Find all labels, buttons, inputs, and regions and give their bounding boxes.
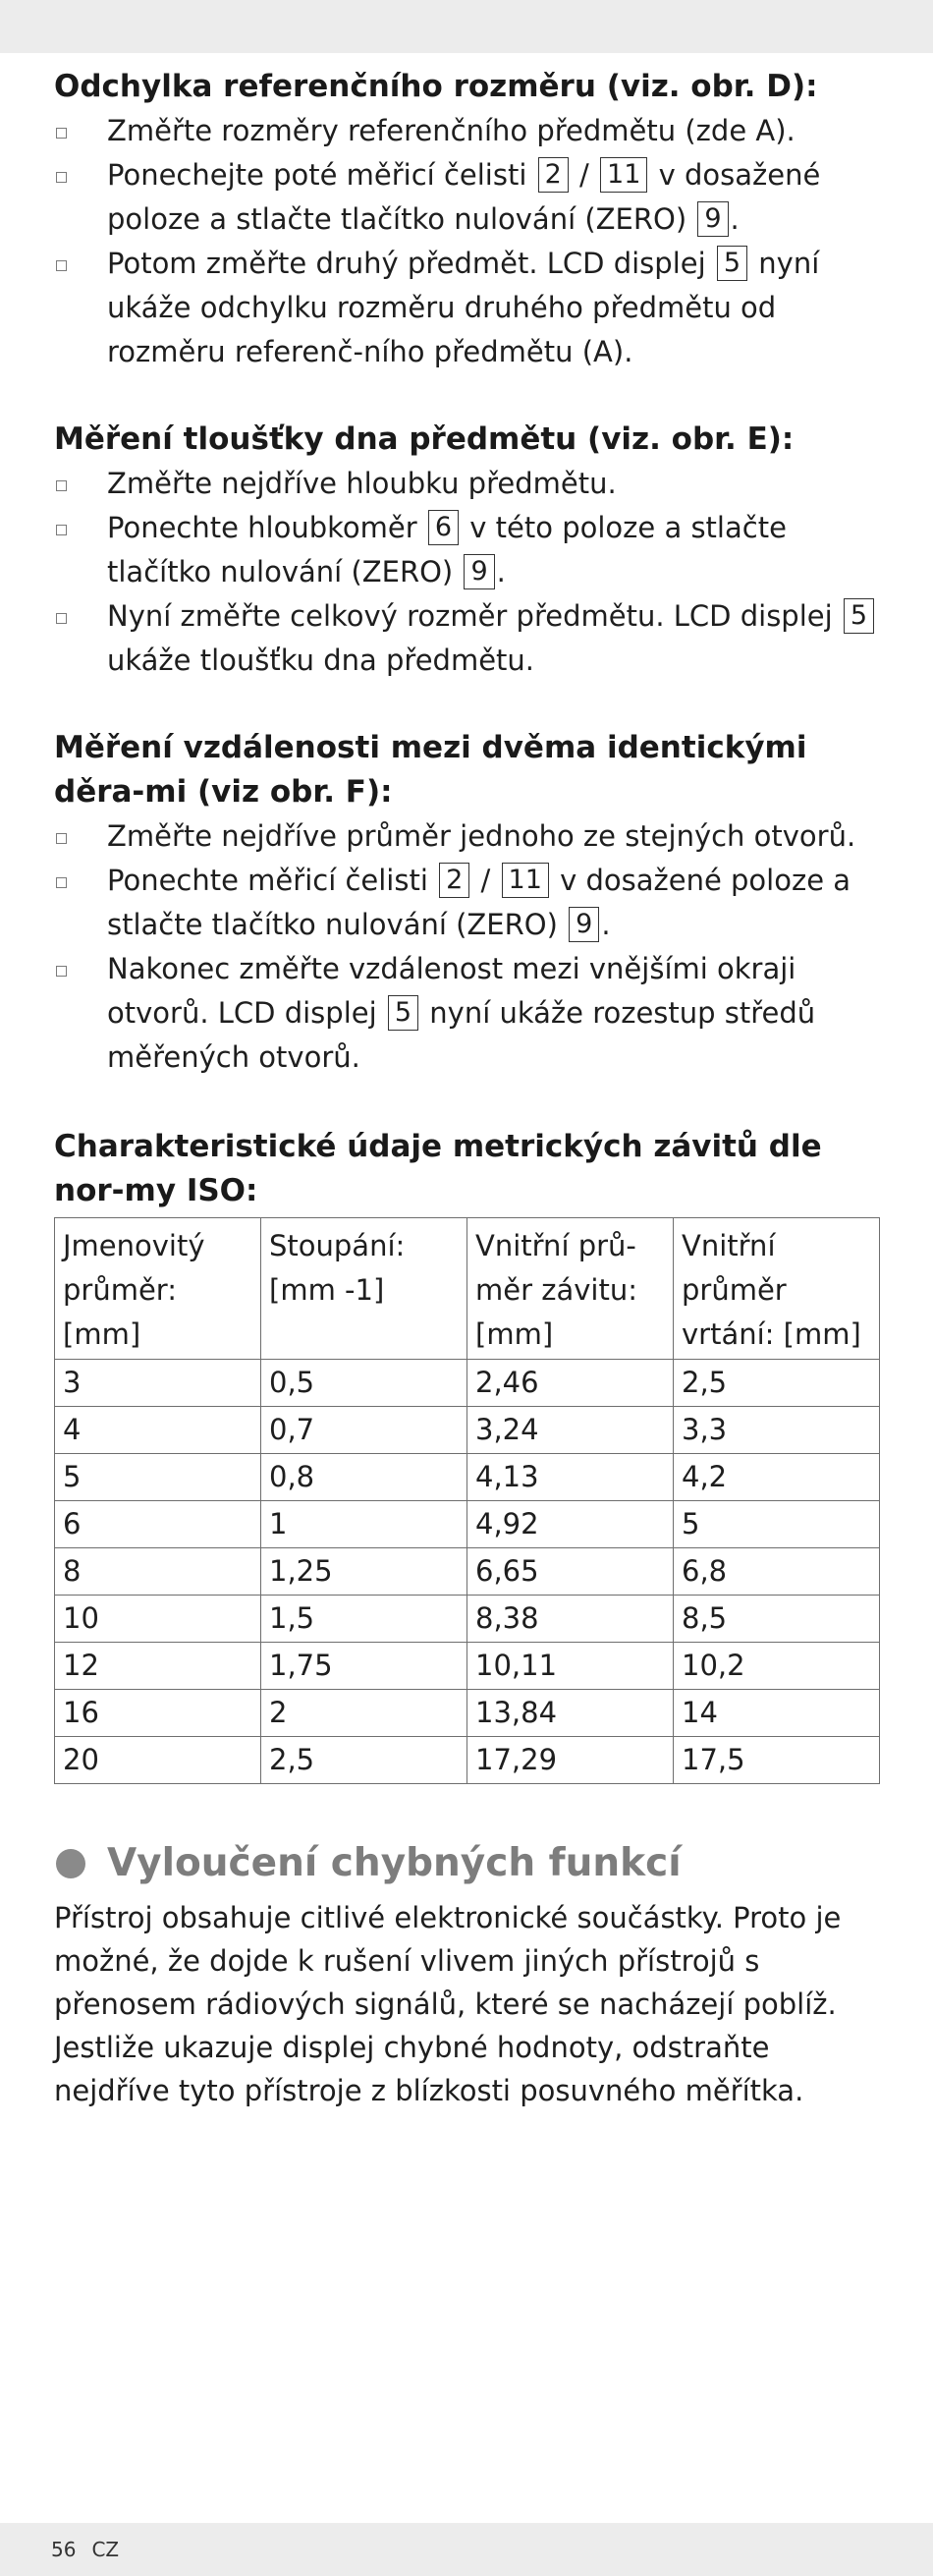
part-ref-box: 9 (697, 201, 728, 237)
part-ref-box: 9 (569, 907, 599, 942)
table-cell: 3 (55, 1360, 261, 1407)
iso-thread-table (54, 1217, 880, 1784)
table-cell: 2,46 (467, 1360, 674, 1407)
table-cell: 6,8 (674, 1548, 880, 1596)
top-band (0, 0, 933, 53)
heading-bottom-thickness: Měření tloušťky dna předmětu (viz. obr. E): (54, 421, 795, 457)
column-header: Stoupání: [mm -1] (261, 1218, 467, 1360)
checkbox-bullet-icon (56, 260, 67, 271)
table-cell: 8 (55, 1548, 261, 1596)
table-row (55, 1360, 880, 1407)
table-cell: 1,25 (261, 1548, 467, 1596)
table-cell: 14 (674, 1690, 880, 1737)
part-ref-box: 9 (464, 554, 494, 589)
checkbox-bullet-icon (56, 480, 67, 491)
step: Nakonec změřte vzdálenost mezi vnějšími okraji otvorů. LCD displej 5 nyní ukáže rozestup středů měřených otvorů. (54, 947, 881, 1080)
step: Změřte nejdříve hloubku předmětu. (54, 462, 881, 506)
table-cell: 10,2 (674, 1643, 880, 1690)
bullet-dot-icon (56, 1849, 85, 1878)
table-cell: 10 (55, 1596, 261, 1643)
step: Nyní změřte celkový rozměr předmětu. LCD displej 5 ukáže tloušťku dna předmětu. (54, 594, 881, 683)
page-footer (51, 2530, 119, 2569)
table-row (55, 1501, 880, 1548)
table-cell: 5 (674, 1501, 880, 1548)
column-header: Jmenovitý průměr: [mm] (55, 1218, 261, 1360)
table-cell: 4 (55, 1407, 261, 1454)
table-cell: 3,3 (674, 1407, 880, 1454)
table-cell: 8,5 (674, 1596, 880, 1643)
troubleshooting-text: Přístroj obsahuje citlivé elektronické součástky. Proto je možné, že dojde k rušení vlivem jiných přístrojů s přenosem rádiových signálů, které se nacházejí poblíž. Jestliže ukazuje displej chybné hodnoty, odstraňte nejdříve tyto přístroje z blízkosti posuvného měřítka. (54, 1901, 842, 2107)
table-cell: 17,5 (674, 1737, 880, 1784)
part-ref-box: 5 (717, 246, 747, 281)
table-cell: 2,5 (261, 1737, 467, 1784)
section-title-troubleshooting: Vyloučení chybných funkcí (54, 1839, 881, 1888)
table-cell: 4,2 (674, 1454, 880, 1501)
table-cell: 8,38 (467, 1596, 674, 1643)
table-cell: 1,75 (261, 1643, 467, 1690)
step: Změřte rozměry referenčního předmětu (zde A). (54, 109, 881, 153)
step: Ponechte měřicí čelisti 2 / 11 v dosažené poloze a stlačte tlačítko nulování (ZERO) 9 . (54, 859, 881, 947)
checkbox-bullet-icon (56, 966, 67, 977)
column-header: Vnitřní průměr vrtání: [mm] (674, 1218, 880, 1360)
table-cell: 3,24 (467, 1407, 674, 1454)
table-cell: 13,84 (467, 1690, 674, 1737)
table-cell: 4,92 (467, 1501, 674, 1548)
part-ref-box: 6 (428, 510, 459, 545)
table-header-row (55, 1218, 880, 1360)
checkbox-bullet-icon (56, 172, 67, 183)
part-ref-box: 11 (502, 863, 549, 898)
step: Změřte nejdříve průměr jednoho ze stejných otvorů. (54, 814, 881, 859)
table-cell: 12 (55, 1643, 261, 1690)
part-ref-box: 11 (600, 157, 647, 193)
page-content (54, 65, 881, 2112)
table-row (55, 1454, 880, 1501)
table-cell: 17,29 (467, 1737, 674, 1784)
step: Potom změřte druhý předmět. LCD displej 5 nyní ukáže odchylku rozměru druhého předmětu od rozměru referenč-ního předmětu (A). (54, 242, 881, 374)
step: Ponechejte poté měřicí čelisti 2 / 11 v dosažené poloze a stlačte tlačítko nulování (ZERO) 9 . (54, 153, 881, 242)
steps-hole-distance (54, 814, 881, 1080)
steps-bottom-thickness (54, 462, 881, 683)
bottom-band (0, 2523, 933, 2576)
checkbox-bullet-icon (56, 833, 67, 844)
table-cell: 6 (55, 1501, 261, 1548)
table-row (55, 1690, 880, 1737)
table-cell: 4,13 (467, 1454, 674, 1501)
part-ref-box: 5 (388, 995, 418, 1031)
table-row (55, 1643, 880, 1690)
table-row (55, 1407, 880, 1454)
checkbox-bullet-icon (56, 128, 67, 139)
part-ref-box: 2 (439, 863, 469, 898)
table-cell: 6,65 (467, 1548, 674, 1596)
checkbox-bullet-icon (56, 525, 67, 535)
table-cell: 0,5 (261, 1360, 467, 1407)
table-cell: 0,8 (261, 1454, 467, 1501)
heading-iso-threads: Charakteristické údaje metrických závitů dle nor-my ISO: (54, 1129, 822, 1208)
checkbox-bullet-icon (56, 613, 67, 624)
checkbox-bullet-icon (56, 877, 67, 888)
column-header: Vnitřní prů-měr závitu: [mm] (467, 1218, 674, 1360)
part-ref-box: 2 (538, 157, 569, 193)
table-cell: 20 (55, 1737, 261, 1784)
heading-reference-deviation: Odchylka referenčního rozměru (viz. obr. D): (54, 69, 818, 104)
steps-reference-deviation (54, 109, 881, 374)
part-ref-box: 5 (844, 598, 874, 634)
table-row (55, 1548, 880, 1596)
language-code: CZ (91, 2538, 120, 2561)
table-cell: 1 (261, 1501, 467, 1548)
heading-hole-distance: Měření vzdálenosti mezi dvěma identickými děra-mi (viz obr. F): (54, 730, 807, 810)
table-cell: 2 (261, 1690, 467, 1737)
table-cell: 16 (55, 1690, 261, 1737)
table-cell: 1,5 (261, 1596, 467, 1643)
table-cell: 0,7 (261, 1407, 467, 1454)
table-cell: 5 (55, 1454, 261, 1501)
page-number: 56 (51, 2538, 77, 2561)
table-cell: 10,11 (467, 1643, 674, 1690)
table-body (55, 1360, 880, 1784)
table-row (55, 1737, 880, 1784)
table-cell: 2,5 (674, 1360, 880, 1407)
table-row (55, 1596, 880, 1643)
step: Ponechte hloubkoměr 6 v této poloze a stlačte tlačítko nulování (ZERO) 9 . (54, 506, 881, 594)
